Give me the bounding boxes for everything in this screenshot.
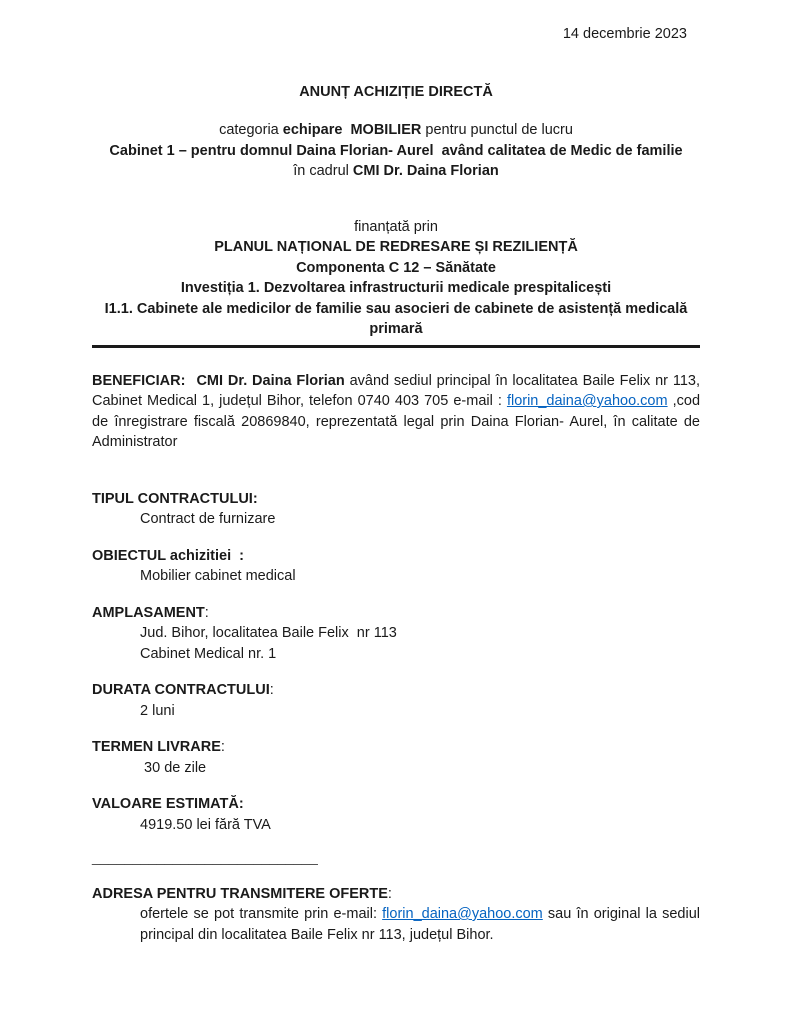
- section-tipul-contractului: [92, 489, 700, 530]
- subtitle-block: [92, 120, 700, 182]
- section-amplasament: [92, 603, 700, 665]
- beneficiary-text-2: ,cod de înregistrare fiscală 20869840, reprezentată legal prin Daina Florian- Aurel, în calitate de Administrator: [92, 393, 701, 450]
- category-bold: echipare MOBILIER: [282, 122, 422, 138]
- document-content: [92, 0, 700, 945]
- beneficiary-text-1: având sediul principal în localitatea Baile Felix nr 113, Cabinet Medical 1, județul Bihor, telefon 0740 403 705 e-mail :: [92, 372, 700, 409]
- section-label: TIPUL CONTRACTULUI:: [92, 490, 258, 507]
- section-value: Cabinet Medical nr. 1: [140, 645, 277, 662]
- funding-intro: finanțată prin: [354, 218, 438, 235]
- offers-address-label: ADRESA PENTRU TRANSMITERE OFERTE:: [92, 885, 392, 902]
- category-post: pentru punctul de lucru: [421, 122, 573, 138]
- section-value: 4919.50 lei fără TVA: [140, 816, 271, 833]
- beneficiary-paragraph: [92, 371, 700, 453]
- offers-text-1: ofertele se pot transmite prin e-mail:: [140, 906, 383, 922]
- funding-component: Componenta C 12 – Sănătate: [296, 259, 496, 276]
- horizontal-rule: [92, 345, 700, 348]
- beneficiary-email-link[interactable]: florin_daina@yahoo.com: [506, 393, 668, 409]
- offers-email-link[interactable]: florin_daina@yahoo.com: [382, 906, 543, 922]
- signature-line: ____________________________: [92, 850, 318, 866]
- cabinet-line: Cabinet 1 – pentru domnul Daina Florian- Aurel având calitatea de Medic de familie: [109, 142, 683, 159]
- section-value: Contract de furnizare: [140, 511, 276, 527]
- organization-name: CMI Dr. Daina Florian: [352, 163, 499, 179]
- section-label: TERMEN LIVRARE:: [92, 739, 225, 755]
- section-label: AMPLASAMENT:: [92, 604, 209, 621]
- beneficiary-label: BENEFICIAR:: [92, 372, 186, 389]
- organization-pre: în cadrul: [293, 163, 353, 179]
- date-line: [92, 24, 700, 45]
- offers-text-2: sau în original la sediul principal din localitatea Baile Felix nr 113, județul Bihor.: [140, 906, 700, 943]
- section-label: VALOARE ESTIMATĂ:: [92, 796, 244, 812]
- funding-investment: Investiția 1. Dezvoltarea infrastructurii medicale prespitalicești: [180, 280, 612, 296]
- offers-address-section: [92, 884, 700, 946]
- category-pre: categoria: [219, 122, 283, 138]
- section-valoare-estimata: [92, 794, 700, 835]
- organization-line: [92, 161, 700, 182]
- section-label: DURATA CONTRACTULUI:: [92, 682, 274, 698]
- funding-subinvestment: I1.1. Cabinete ale medicilor de familie sau asocieri de cabinete de asistență medicală primară: [104, 300, 692, 337]
- document-date: 14 decembrie 2023: [562, 26, 687, 42]
- section-value: Jud. Bihor, localitatea Baile Felix nr 113: [140, 625, 397, 641]
- detail-sections: [92, 489, 700, 836]
- funding-program: PLANUL NAȚIONAL DE REDRESARE ȘI REZILIENȚĂ: [214, 239, 578, 255]
- document-title: ANUNȚ ACHIZIȚIE DIRECTĂ: [299, 83, 493, 100]
- funding-block: [92, 217, 700, 340]
- section-obiectul-achizitiei: [92, 546, 700, 587]
- section-value: 2 luni: [140, 702, 175, 719]
- beneficiary-name: CMI Dr. Daina Florian: [196, 372, 345, 389]
- offers-address-paragraph: [92, 904, 700, 945]
- section-label: OBIECTUL achizitiei :: [92, 547, 245, 564]
- category-line: [92, 120, 700, 141]
- section-termen-livrare: [92, 737, 700, 778]
- section-durata-contractului: [92, 680, 700, 721]
- section-value: 30 de zile: [140, 759, 207, 776]
- section-value: Mobilier cabinet medical: [140, 568, 296, 584]
